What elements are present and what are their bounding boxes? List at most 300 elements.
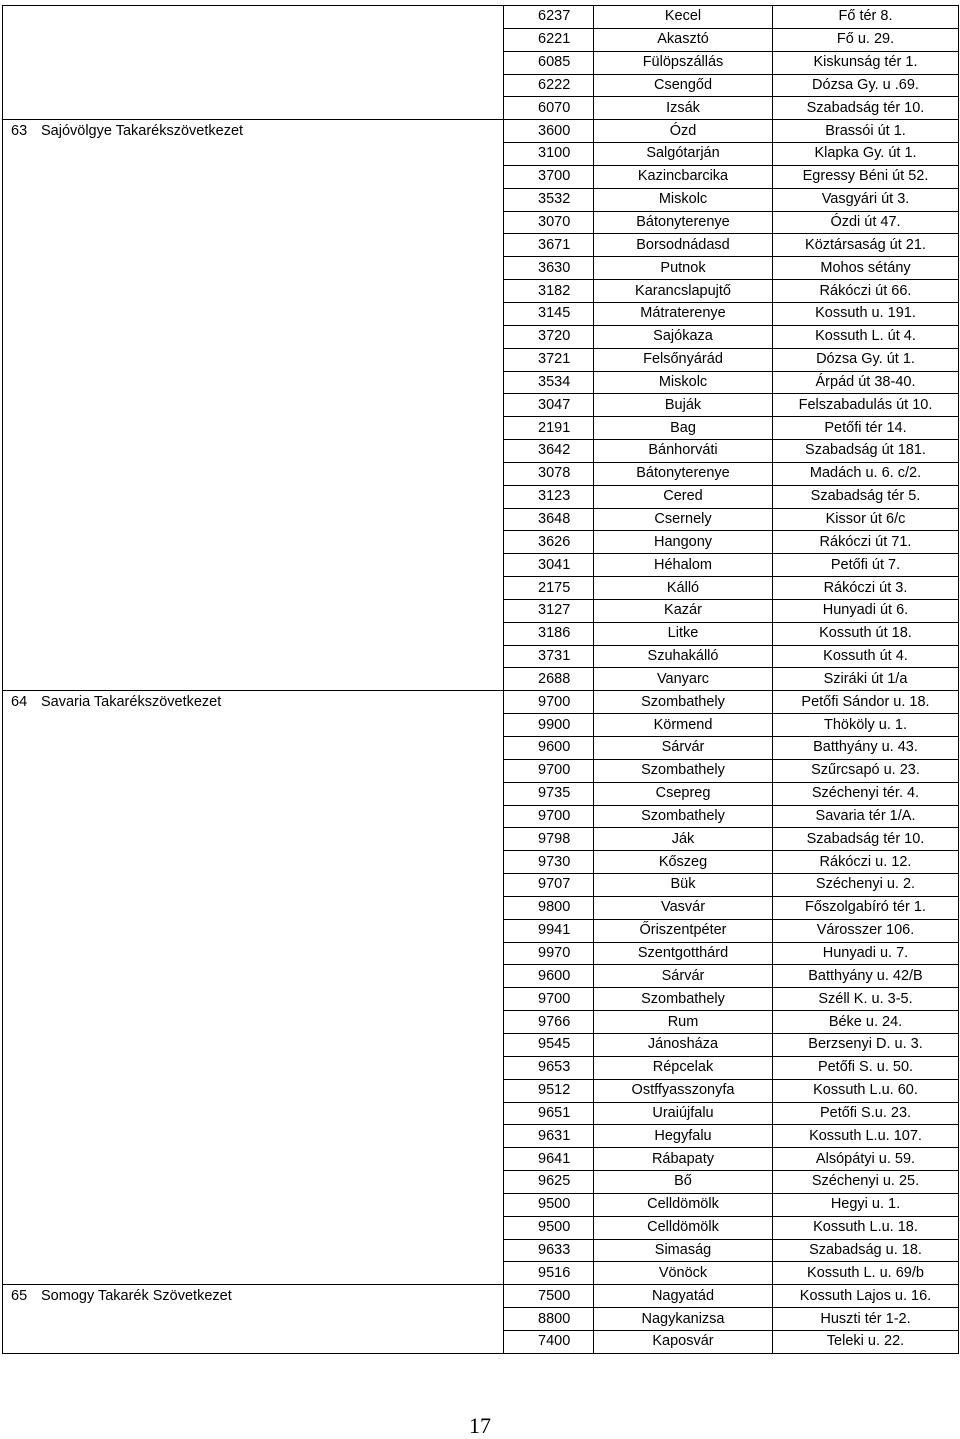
institution-cell — [3, 234, 504, 257]
postal-code-cell: 8800 — [504, 1308, 594, 1331]
institution-cell — [3, 348, 504, 371]
city-cell: Csernely — [594, 508, 773, 531]
institution-cell — [3, 1171, 504, 1194]
address-cell: Batthyány u. 42/B — [773, 965, 959, 988]
address-cell: Rákóczi út 71. — [773, 531, 959, 554]
table-row — [3, 1011, 959, 1034]
table-row — [3, 988, 959, 1011]
table-row — [3, 143, 959, 166]
address-cell: Köztársaság út 21. — [773, 234, 959, 257]
postal-code-cell: 9651 — [504, 1102, 594, 1125]
institution-cell — [3, 394, 504, 417]
address-cell: Kossuth út 4. — [773, 645, 959, 668]
table-row — [3, 759, 959, 782]
address-cell: Mohos sétány — [773, 257, 959, 280]
table-row — [3, 622, 959, 645]
city-cell: Uraiújfalu — [594, 1102, 773, 1125]
institution-cell — [3, 622, 504, 645]
address-cell: Huszti tér 1-2. — [773, 1308, 959, 1331]
city-cell: Rábapaty — [594, 1148, 773, 1171]
institution-cell — [3, 417, 504, 440]
city-cell: Nagykanizsa — [594, 1308, 773, 1331]
postal-code-cell: 3127 — [504, 599, 594, 622]
table-row — [3, 74, 959, 97]
institution-name: Savaria Takarékszövetkezet — [41, 693, 222, 710]
city-cell: Bük — [594, 874, 773, 897]
institution-cell — [3, 1285, 504, 1308]
address-cell: Ózdi út 47. — [773, 211, 959, 234]
city-cell: Bátonyterenye — [594, 462, 773, 485]
address-cell: Kossuth L. út 4. — [773, 325, 959, 348]
institution-cell — [3, 1079, 504, 1102]
branch-table-body — [3, 6, 959, 1354]
address-cell: Alsópátyi u. 59. — [773, 1148, 959, 1171]
institution-cell — [3, 782, 504, 805]
city-cell: Vönöck — [594, 1262, 773, 1285]
institution-cell — [3, 942, 504, 965]
institution-cell — [3, 1033, 504, 1056]
postal-code-cell: 6070 — [504, 97, 594, 120]
row-number: 65 — [11, 1287, 28, 1304]
table-row — [3, 599, 959, 622]
institution-cell — [3, 302, 504, 325]
address-cell: Petőfi tér 14. — [773, 417, 959, 440]
postal-code-cell: 9730 — [504, 851, 594, 874]
postal-code-cell: 3626 — [504, 531, 594, 554]
postal-code-cell: 3642 — [504, 440, 594, 463]
institution-cell — [3, 165, 504, 188]
postal-code-cell: 3731 — [504, 645, 594, 668]
table-row — [3, 440, 959, 463]
table-row — [3, 120, 959, 143]
institution-cell — [3, 965, 504, 988]
institution-cell — [3, 554, 504, 577]
postal-code-cell: 9653 — [504, 1056, 594, 1079]
city-cell: Sárvár — [594, 737, 773, 760]
table-row — [3, 1308, 959, 1331]
postal-code-cell: 3186 — [504, 622, 594, 645]
table-row — [3, 668, 959, 691]
address-cell: Hunyadi út 6. — [773, 599, 959, 622]
city-cell: Sajókaza — [594, 325, 773, 348]
city-cell: Mátraterenye — [594, 302, 773, 325]
table-row — [3, 896, 959, 919]
institution-cell — [3, 74, 504, 97]
table-row — [3, 1102, 959, 1125]
address-cell: Felszabadulás út 10. — [773, 394, 959, 417]
postal-code-cell: 9500 — [504, 1216, 594, 1239]
institution-cell — [3, 1330, 504, 1353]
postal-code-cell: 9941 — [504, 919, 594, 942]
address-cell: Teleki u. 22. — [773, 1330, 959, 1353]
address-cell: Hunyadi u. 7. — [773, 942, 959, 965]
city-cell: Celldömölk — [594, 1193, 773, 1216]
address-cell: Kissor út 6/c — [773, 508, 959, 531]
table-row — [3, 942, 959, 965]
city-cell: Miskolc — [594, 371, 773, 394]
postal-code-cell: 9500 — [504, 1193, 594, 1216]
institution-cell — [3, 371, 504, 394]
institution-cell — [3, 508, 504, 531]
postal-code-cell: 2688 — [504, 668, 594, 691]
row-number: 64 — [11, 693, 28, 710]
city-cell: Fülöpszállás — [594, 51, 773, 74]
institution-cell — [3, 919, 504, 942]
postal-code-cell: 7500 — [504, 1285, 594, 1308]
postal-code-cell: 9512 — [504, 1079, 594, 1102]
city-cell: Felsőnyárád — [594, 348, 773, 371]
table-row — [3, 348, 959, 371]
city-cell: Hegyfalu — [594, 1125, 773, 1148]
institution-cell — [3, 828, 504, 851]
table-row — [3, 1285, 959, 1308]
address-cell: Széchenyi u. 25. — [773, 1171, 959, 1194]
institution-cell — [3, 1216, 504, 1239]
postal-code-cell: 9631 — [504, 1125, 594, 1148]
postal-code-cell: 9545 — [504, 1033, 594, 1056]
institution-cell — [3, 874, 504, 897]
postal-code-cell: 7400 — [504, 1330, 594, 1353]
postal-code-cell: 9700 — [504, 988, 594, 1011]
table-row — [3, 462, 959, 485]
institution-cell — [3, 1056, 504, 1079]
institution-cell — [3, 462, 504, 485]
postal-code-cell: 9600 — [504, 965, 594, 988]
postal-code-cell: 3100 — [504, 143, 594, 166]
table-row — [3, 645, 959, 668]
address-cell: Béke u. 24. — [773, 1011, 959, 1034]
postal-code-cell: 6222 — [504, 74, 594, 97]
address-cell: Petőfi S. u. 50. — [773, 1056, 959, 1079]
postal-code-cell: 3182 — [504, 280, 594, 303]
city-cell: Csepreg — [594, 782, 773, 805]
city-cell: Bátonyterenye — [594, 211, 773, 234]
postal-code-cell: 6085 — [504, 51, 594, 74]
table-row — [3, 188, 959, 211]
city-cell: Szombathely — [594, 691, 773, 714]
address-cell: Szűrcsapó u. 23. — [773, 759, 959, 782]
address-cell: Fő u. 29. — [773, 28, 959, 51]
address-cell: Szabadság tér 10. — [773, 828, 959, 851]
city-cell: Szentgotthárd — [594, 942, 773, 965]
institution-cell — [3, 599, 504, 622]
address-cell: Egressy Béni út 52. — [773, 165, 959, 188]
address-cell: Hegyi u. 1. — [773, 1193, 959, 1216]
table-row — [3, 737, 959, 760]
table-row — [3, 6, 959, 29]
city-cell: Répcelak — [594, 1056, 773, 1079]
table-row — [3, 965, 959, 988]
institution-cell — [3, 645, 504, 668]
city-cell: Nagyatád — [594, 1285, 773, 1308]
postal-code-cell: 9700 — [504, 759, 594, 782]
city-cell: Sárvár — [594, 965, 773, 988]
institution-cell — [3, 1239, 504, 1262]
address-cell: Petőfi Sándor u. 18. — [773, 691, 959, 714]
institution-cell — [3, 1011, 504, 1034]
city-cell: Ják — [594, 828, 773, 851]
table-row — [3, 531, 959, 554]
institution-cell — [3, 51, 504, 74]
branch-table — [2, 5, 959, 1354]
institution-cell — [3, 211, 504, 234]
postal-code-cell: 9516 — [504, 1262, 594, 1285]
table-row — [3, 1216, 959, 1239]
city-cell: Borsodnádasd — [594, 234, 773, 257]
institution-cell — [3, 188, 504, 211]
address-cell: Rákóczi út 66. — [773, 280, 959, 303]
institution-cell — [3, 805, 504, 828]
institution-cell — [3, 668, 504, 691]
table-row — [3, 851, 959, 874]
city-cell: Körmend — [594, 714, 773, 737]
address-cell: Fő tér 8. — [773, 6, 959, 29]
address-cell: Kossuth L.u. 18. — [773, 1216, 959, 1239]
table-row — [3, 1193, 959, 1216]
address-cell: Szabadság tér 5. — [773, 485, 959, 508]
city-cell: Ostffyasszonyfa — [594, 1079, 773, 1102]
institution-cell — [3, 280, 504, 303]
institution-cell — [3, 28, 504, 51]
address-cell: Kossuth L.u. 60. — [773, 1079, 959, 1102]
address-cell: Széchenyi tér. 4. — [773, 782, 959, 805]
institution-cell — [3, 1262, 504, 1285]
table-row — [3, 211, 959, 234]
city-cell: Bő — [594, 1171, 773, 1194]
postal-code-cell: 9900 — [504, 714, 594, 737]
institution-cell — [3, 97, 504, 120]
table-row — [3, 325, 959, 348]
address-cell: Vasgyári út 3. — [773, 188, 959, 211]
table-row — [3, 691, 959, 714]
institution-cell — [3, 1125, 504, 1148]
city-cell: Héhalom — [594, 554, 773, 577]
city-cell: Őriszentpéter — [594, 919, 773, 942]
institution-cell — [3, 896, 504, 919]
postal-code-cell: 3070 — [504, 211, 594, 234]
institution-cell — [3, 737, 504, 760]
postal-code-cell: 2191 — [504, 417, 594, 440]
city-cell: Csengőd — [594, 74, 773, 97]
postal-code-cell: 3532 — [504, 188, 594, 211]
table-row — [3, 165, 959, 188]
table-row — [3, 508, 959, 531]
postal-code-cell: 3123 — [504, 485, 594, 508]
postal-code-cell: 3041 — [504, 554, 594, 577]
institution-cell — [3, 257, 504, 280]
city-cell: Jánosháza — [594, 1033, 773, 1056]
postal-code-cell: 3630 — [504, 257, 594, 280]
city-cell: Izsák — [594, 97, 773, 120]
institution-cell — [3, 143, 504, 166]
city-cell: Kaposvár — [594, 1330, 773, 1353]
table-row — [3, 1125, 959, 1148]
institution-cell — [3, 577, 504, 600]
table-row — [3, 394, 959, 417]
table-row — [3, 1056, 959, 1079]
institution-cell — [3, 988, 504, 1011]
city-cell: Kazár — [594, 599, 773, 622]
institution-cell — [3, 714, 504, 737]
table-row — [3, 805, 959, 828]
table-row — [3, 577, 959, 600]
postal-code-cell: 9700 — [504, 691, 594, 714]
postal-code-cell: 3648 — [504, 508, 594, 531]
table-row — [3, 257, 959, 280]
page-number: 17 — [469, 1413, 491, 1438]
city-cell: Celldömölk — [594, 1216, 773, 1239]
table-row — [3, 1239, 959, 1262]
address-cell: Brassói út 1. — [773, 120, 959, 143]
institution-cell — [3, 120, 504, 143]
table-row — [3, 1262, 959, 1285]
institution-cell — [3, 485, 504, 508]
table-row — [3, 874, 959, 897]
postal-code-cell: 3700 — [504, 165, 594, 188]
city-cell: Rum — [594, 1011, 773, 1034]
address-cell: Petőfi út 7. — [773, 554, 959, 577]
table-row — [3, 1033, 959, 1056]
city-cell: Bag — [594, 417, 773, 440]
address-cell: Sziráki út 1/a — [773, 668, 959, 691]
city-cell: Cered — [594, 485, 773, 508]
institution-cell — [3, 1193, 504, 1216]
address-cell: Szabadság tér 10. — [773, 97, 959, 120]
postal-code-cell: 9766 — [504, 1011, 594, 1034]
table-row — [3, 714, 959, 737]
table-row — [3, 417, 959, 440]
postal-code-cell: 9625 — [504, 1171, 594, 1194]
address-cell: Kossuth L. u. 69/b — [773, 1262, 959, 1285]
institution-cell — [3, 440, 504, 463]
postal-code-cell: 9707 — [504, 874, 594, 897]
table-row — [3, 234, 959, 257]
postal-code-cell: 9735 — [504, 782, 594, 805]
address-cell: Szabadság u. 18. — [773, 1239, 959, 1262]
address-cell: Klapka Gy. út 1. — [773, 143, 959, 166]
postal-code-cell: 9641 — [504, 1148, 594, 1171]
address-cell: Rákóczi u. 12. — [773, 851, 959, 874]
city-cell: Szombathely — [594, 759, 773, 782]
table-row — [3, 782, 959, 805]
postal-code-cell: 3145 — [504, 302, 594, 325]
institution-name: Sajóvölgye Takarékszövetkezet — [41, 122, 244, 139]
table-row — [3, 1171, 959, 1194]
postal-code-cell: 9600 — [504, 737, 594, 760]
postal-code-cell: 6237 — [504, 6, 594, 29]
address-cell: Széll K. u. 3-5. — [773, 988, 959, 1011]
postal-code-cell: 3721 — [504, 348, 594, 371]
address-cell: Petőfi S.u. 23. — [773, 1102, 959, 1125]
city-cell: Akasztó — [594, 28, 773, 51]
institution-cell — [3, 531, 504, 554]
postal-code-cell: 6221 — [504, 28, 594, 51]
institution-cell — [3, 1308, 504, 1331]
table-row — [3, 97, 959, 120]
table-row — [3, 828, 959, 851]
address-cell: Dózsa Gy. u .69. — [773, 74, 959, 97]
city-cell: Ózd — [594, 120, 773, 143]
city-cell: Szombathely — [594, 988, 773, 1011]
address-cell: Széchenyi u. 2. — [773, 874, 959, 897]
postal-code-cell: 3534 — [504, 371, 594, 394]
postal-code-cell: 9970 — [504, 942, 594, 965]
address-cell: Városszer 106. — [773, 919, 959, 942]
address-cell: Szabadság út 181. — [773, 440, 959, 463]
city-cell: Miskolc — [594, 188, 773, 211]
address-cell: Thököly u. 1. — [773, 714, 959, 737]
address-cell: Savaria tér 1/A. — [773, 805, 959, 828]
postal-code-cell: 3671 — [504, 234, 594, 257]
table-row — [3, 371, 959, 394]
address-cell: Madách u. 6. c/2. — [773, 462, 959, 485]
city-cell: Bánhorváti — [594, 440, 773, 463]
address-cell: Főszolgabíró tér 1. — [773, 896, 959, 919]
address-cell: Kiskunság tér 1. — [773, 51, 959, 74]
city-cell: Kecel — [594, 6, 773, 29]
table-row — [3, 302, 959, 325]
postal-code-cell: 9700 — [504, 805, 594, 828]
table-row — [3, 1079, 959, 1102]
city-cell: Buják — [594, 394, 773, 417]
institution-cell — [3, 1102, 504, 1125]
city-cell: Szuhakálló — [594, 645, 773, 668]
city-cell: Litke — [594, 622, 773, 645]
city-cell: Kőszeg — [594, 851, 773, 874]
institution-cell — [3, 6, 504, 29]
city-cell: Kálló — [594, 577, 773, 600]
table-row — [3, 1148, 959, 1171]
table-row — [3, 51, 959, 74]
table-row — [3, 554, 959, 577]
table-row — [3, 28, 959, 51]
row-number: 63 — [11, 122, 28, 139]
city-cell: Kazincbarcika — [594, 165, 773, 188]
city-cell: Simaság — [594, 1239, 773, 1262]
postal-code-cell: 3078 — [504, 462, 594, 485]
institution-cell — [3, 325, 504, 348]
city-cell: Vasvár — [594, 896, 773, 919]
table-row — [3, 280, 959, 303]
postal-code-cell: 3600 — [504, 120, 594, 143]
table-row — [3, 485, 959, 508]
city-cell: Hangony — [594, 531, 773, 554]
postal-code-cell: 3047 — [504, 394, 594, 417]
address-cell: Árpád út 38-40. — [773, 371, 959, 394]
address-cell: Rákóczi út 3. — [773, 577, 959, 600]
postal-code-cell: 3720 — [504, 325, 594, 348]
city-cell: Salgótarján — [594, 143, 773, 166]
city-cell: Karancslapujtő — [594, 280, 773, 303]
address-cell: Dózsa Gy. út 1. — [773, 348, 959, 371]
table-row — [3, 1330, 959, 1353]
address-cell: Kossuth út 18. — [773, 622, 959, 645]
institution-name: Somogy Takarék Szövetkezet — [41, 1287, 232, 1304]
address-cell: Batthyány u. 43. — [773, 737, 959, 760]
address-cell: Kossuth L.u. 107. — [773, 1125, 959, 1148]
institution-cell — [3, 1148, 504, 1171]
institution-cell — [3, 851, 504, 874]
city-cell: Vanyarc — [594, 668, 773, 691]
postal-code-cell: 2175 — [504, 577, 594, 600]
city-cell: Szombathely — [594, 805, 773, 828]
institution-cell — [3, 759, 504, 782]
table-row — [3, 919, 959, 942]
city-cell: Putnok — [594, 257, 773, 280]
institution-cell — [3, 691, 504, 714]
address-cell: Berzsenyi D. u. 3. — [773, 1033, 959, 1056]
postal-code-cell: 9633 — [504, 1239, 594, 1262]
